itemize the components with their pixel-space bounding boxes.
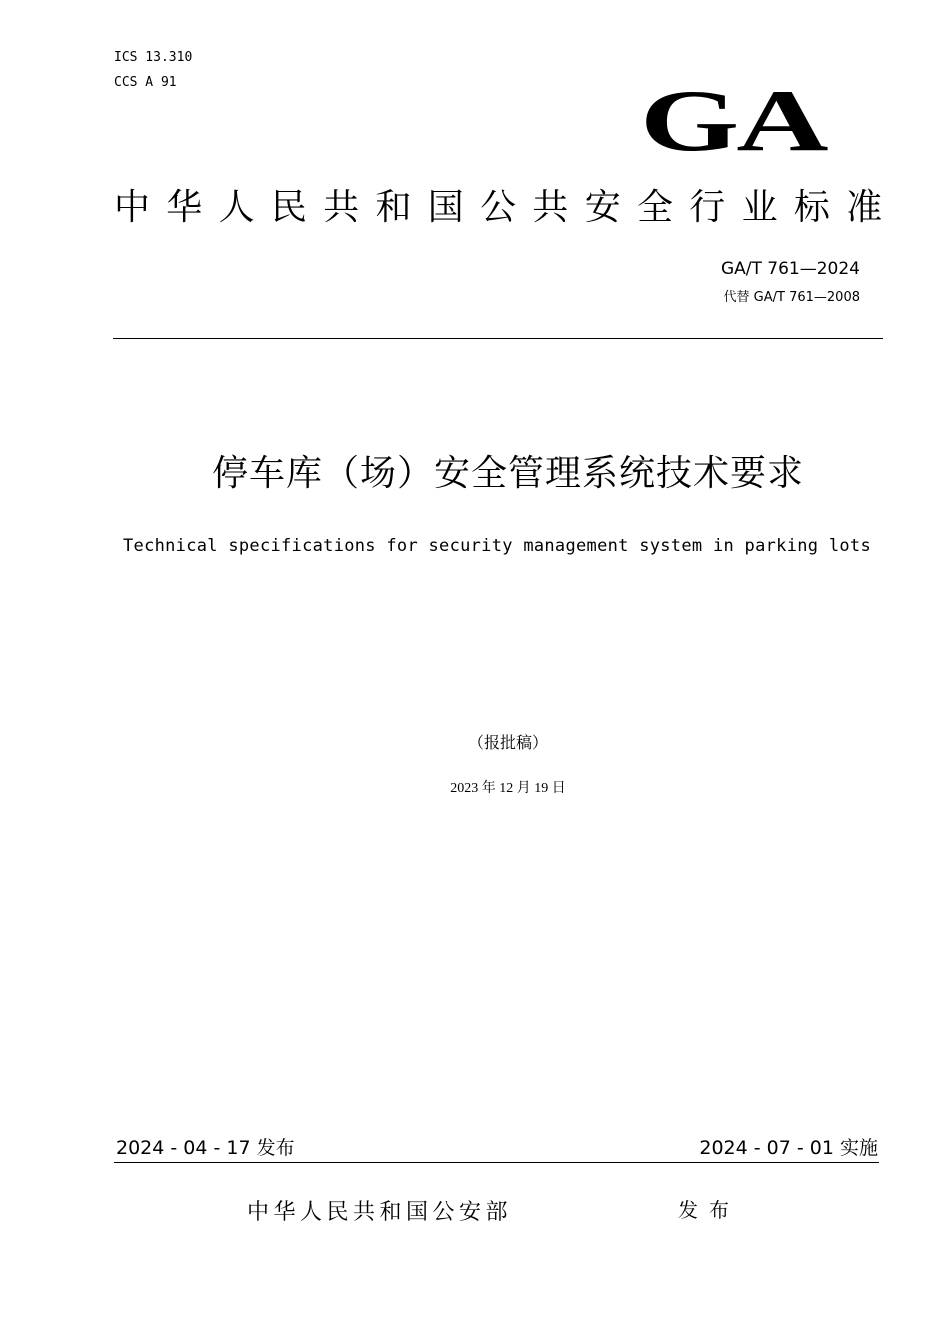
effective-date: 2024 - 07 - 01 实施 [699,1137,878,1159]
standard-category: 中华人民共和国公共安全行业标准 [114,187,899,228]
bottom-divider [114,1162,879,1163]
draft-date: 2023 年 12 月 19 日 [450,781,566,796]
ics-code: ICS 13.310 [114,50,193,65]
draft-status: （报批稿） [467,733,548,752]
replaces-standard: 代替 GA/T 761—2008 [723,290,860,305]
issue-label: 发布 [678,1198,740,1222]
document-title-english: Technical specifications for security management system in parking lots [123,536,871,556]
ga-logo: GA [640,73,826,170]
publish-date: 2024 - 04 - 17 发布 [116,1137,295,1159]
document-title-chinese: 停车库（场）安全管理系统技术要求 [211,453,804,494]
ccs-code: CCS A 91 [114,75,177,90]
top-divider [113,338,883,339]
issuing-authority: 中华人民共和国公安部 [247,1200,513,1225]
standard-number: GA/T 761—2024 [720,259,860,279]
